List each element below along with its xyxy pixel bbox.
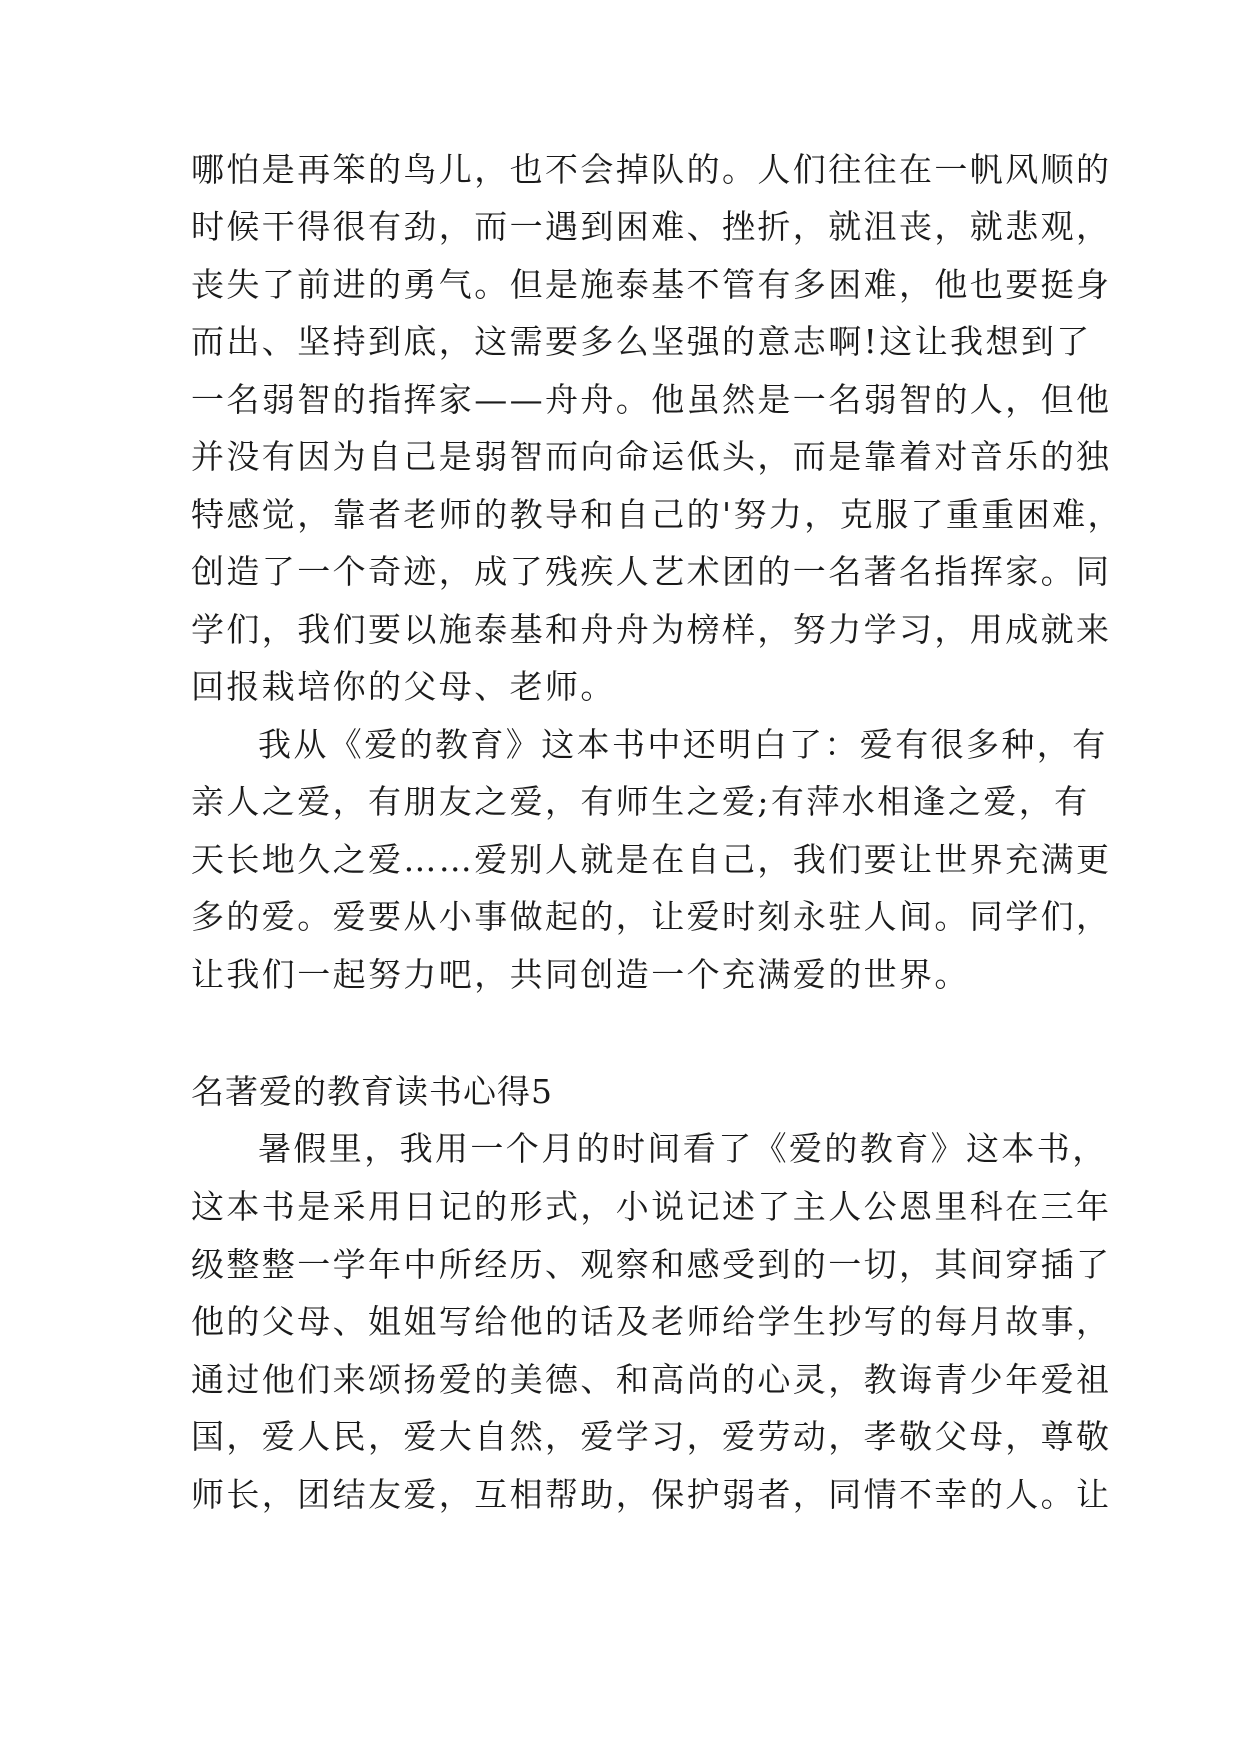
text-line: 师长，团结友爱，互相帮助，保护弱者，同情不幸的人。让: [191, 1475, 1112, 1514]
text-line: 创造了一个奇迹，成了残疾人艺术团的一名著名指挥家。同: [191, 552, 1112, 591]
text-line: 这本书是采用日记的形式，小说记述了主人公恩里科在三年: [191, 1187, 1112, 1226]
text-line: 级整整一学年中所经历、观察和感受到的一切，其间穿插了: [191, 1245, 1112, 1284]
section-heading: 名著爱的教育读书心得5: [191, 1072, 553, 1111]
text-line: 而出、坚持到底，这需要多么坚强的意志啊!这让我想到了: [191, 322, 1092, 361]
text-line: 回报栽培你的父母、老师。: [191, 667, 616, 706]
text-line: 学们，我们要以施泰基和舟舟为榜样，努力学习，用成就来: [191, 610, 1112, 649]
text-line: 亲人之爱，有朋友之爱，有师生之爱;有萍水相逢之爱，有: [191, 782, 1090, 821]
paragraph-first-line: 暑假里，我用一个月的时间看了《爱的教育》这本书，: [258, 1129, 1108, 1168]
text-line: 通过他们来颂扬爱的美德、和高尚的心灵，教诲青少年爱祖: [191, 1360, 1112, 1399]
text-line: 特感觉，靠者老师的教导和自己的'努力，克服了重重困难，: [191, 495, 1123, 534]
text-line: 丧失了前进的勇气。但是施泰基不管有多困难，他也要挺身: [191, 265, 1112, 304]
paragraph-first-line: 我从《爱的教育》这本书中还明白了：爱有很多种，有: [258, 725, 1108, 764]
text-line: 多的爱。爱要从小事做起的，让爱时刻永驻人间。同学们，: [191, 897, 1112, 936]
text-line: 时候干得很有劲，而一遇到困难、挫折，就沮丧，就悲观，: [191, 207, 1112, 246]
text-line: 并没有因为自己是弱智而向命运低头，而是靠着对音乐的独: [191, 437, 1112, 476]
text-line: 国，爱人民，爱大自然，爱学习，爱劳动，孝敬父母，尊敬: [191, 1417, 1112, 1456]
text-line: 哪怕是再笨的鸟儿，也不会掉队的。人们往往在一帆风顺的: [191, 150, 1112, 189]
text-line: 他的父母、姐姐写给他的话及老师给学生抄写的每月故事，: [191, 1302, 1112, 1341]
text-line: 一名弱智的指挥家——舟舟。他虽然是一名弱智的人，但他: [191, 380, 1112, 419]
text-line: 让我们一起努力吧，共同创造一个充满爱的世界。: [191, 955, 970, 994]
text-line: 天长地久之爱……爱别人就是在自己，我们要让世界充满更: [191, 840, 1112, 879]
